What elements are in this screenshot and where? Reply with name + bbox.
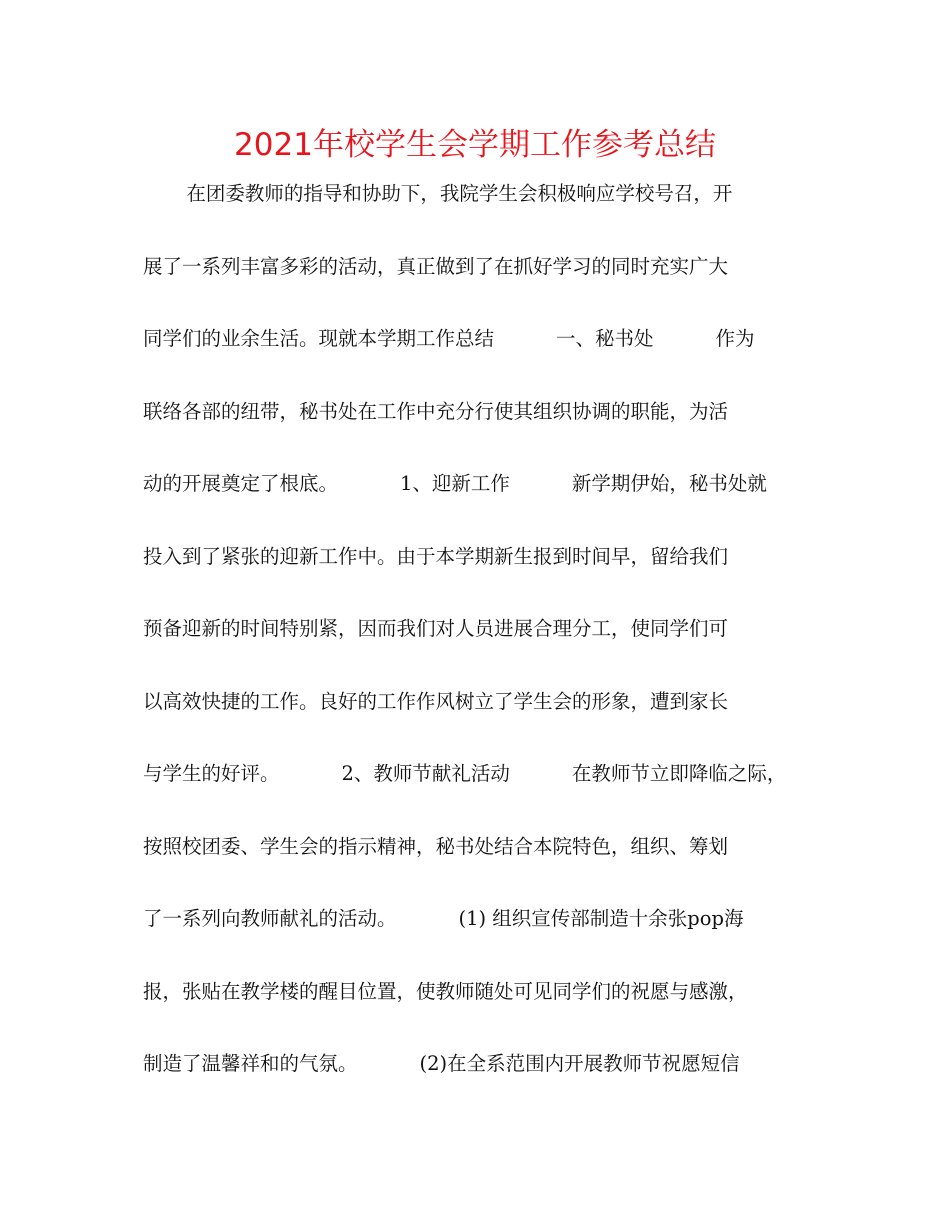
body-line: 在团委教师的指导和协助下，我院学生会积极响应学校号召，开 xyxy=(143,182,733,205)
document-body xyxy=(143,172,813,1115)
document-title: 2021年校学生会学期工作参考总结 xyxy=(234,127,716,163)
body-line: 展了一系列丰富多彩的活动，真正做到了在抓好学习的同时充实广大 xyxy=(143,254,729,278)
body-line: 按照校团委、学生会的指示精神，秘书处结合本院特色，组织、筹划 xyxy=(143,834,729,858)
body-line: 同学们的业余生活。现就本学期工作总结 一、秘书处 作为 xyxy=(143,327,755,350)
body-line: 联络各部的纽带，秘书处在工作中充分行使其组织协调的职能，为活 xyxy=(143,399,729,423)
body-line: 报，张贴在教学楼的醒目位置，使教师随处可见同学们的祝愿与感激， xyxy=(143,979,748,1003)
body-line: 预备迎新的时间特别紧，因而我们对人员进展合理分工，使同学们可 xyxy=(143,617,729,640)
body-line: 动的开展奠定了根底。 1、迎新工作 新学期伊始，秘书处就 xyxy=(143,472,767,495)
body-line: 与学生的好评。 2、教师节献礼活动 在教师节立即降临之际， xyxy=(143,762,787,785)
body-line: 制造了温馨祥和的气氛。 (2)在全系范围内开展教师节祝愿短信 xyxy=(143,1052,740,1075)
body-line: 投入到了紧张的迎新工作中。由于本学期新生报到时间早，留给我们 xyxy=(143,544,729,568)
body-line: 以高效快捷的工作。良好的工作作风树立了学生会的形象，遭到家长 xyxy=(143,689,729,713)
body-line: 了一系列向教师献礼的活动。 (1) 组织宣传部制造十余张pop海 xyxy=(143,907,744,930)
